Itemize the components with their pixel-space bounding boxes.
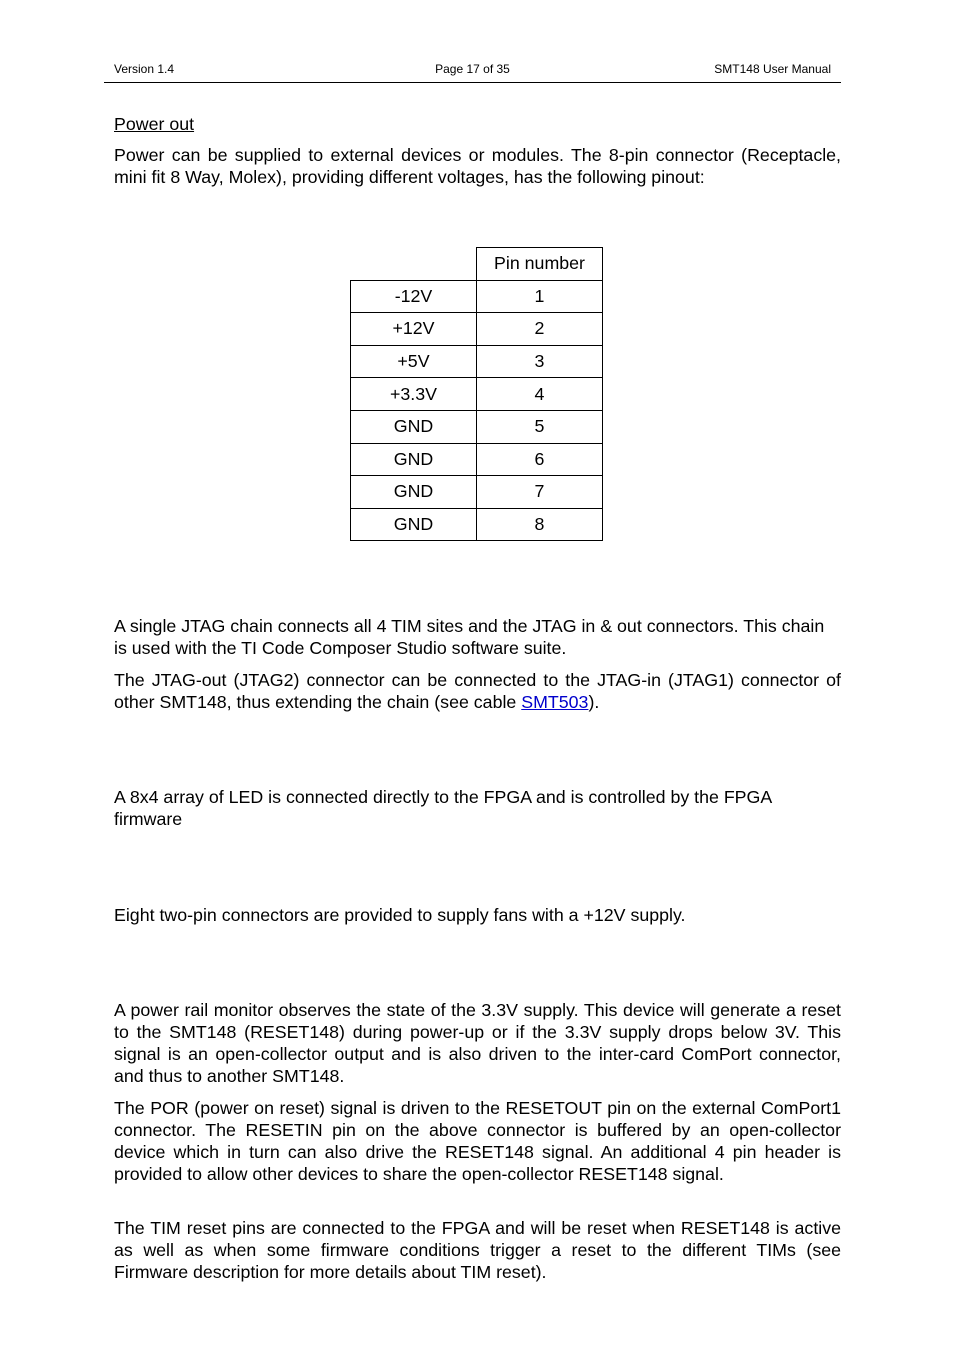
pin-cell: 5: [477, 410, 603, 443]
table-row: [351, 378, 603, 411]
voltage-cell: GND: [351, 443, 477, 476]
jtag-p2-text: The JTAG-out (JTAG2) connector can be connected to the JTAG-in (JTAG1) connector of other SMT148, thus extending the chain (see cable: [114, 670, 841, 712]
table-row: [351, 345, 603, 378]
header-version: Version 1.4: [114, 62, 175, 76]
pin-cell: 7: [477, 476, 603, 509]
table-row: [351, 313, 603, 346]
fans-paragraph: Eight two-pin connectors are provided to supply fans with a +12V supply.: [114, 905, 686, 925]
voltage-cell: GND: [351, 476, 477, 509]
table-row: [351, 476, 603, 509]
pin-number-header: Pin number: [477, 248, 603, 281]
power-out-intro: Power can be supplied to external devices or modules. The 8-pin connector (Receptacle, mini fit 8 Way, Molex), providing different voltages, has the following pinout:: [114, 145, 841, 187]
voltage-cell: +5V: [351, 345, 477, 378]
voltage-cell: GND: [351, 410, 477, 443]
power-out-heading: Power out: [114, 114, 195, 134]
table-row: [351, 508, 603, 541]
pin-cell: 2: [477, 313, 603, 346]
reset-paragraph-3: The TIM reset pins are connected to the FPGA and will be reset when RESET148 is active as well as when some firmware conditions trigger a reset to the different TIMs (see Firmware description for more details about TIM reset).: [114, 1218, 841, 1282]
pin-cell: 4: [477, 378, 603, 411]
header-manual-title: SMT148 User Manual: [714, 62, 831, 76]
voltage-cell: +12V: [351, 313, 477, 346]
header-page-number: Page 17 of 35: [435, 62, 510, 76]
pin-cell: 8: [477, 508, 603, 541]
table-corner-cell: [351, 248, 477, 281]
jtag-paragraph-1: A single JTAG chain connects all 4 TIM sites and the JTAG in & out connectors. This chain is used with the TI Code Composer Studio software suite.: [114, 616, 825, 658]
page-header: [104, 60, 841, 83]
pinout-table: [350, 247, 603, 541]
table-row: [351, 443, 603, 476]
led-paragraph: A 8x4 array of LED is connected directly to the FPGA and is controlled by the FPGA firmware: [114, 787, 772, 829]
table-row: [351, 410, 603, 443]
reset-paragraph-2: The POR (power on reset) signal is driven to the RESETOUT pin on the external ComPort1 connector. The RESETIN pin on the above connector is buffered by an open-collector device which in turn can also drive the RESET148 signal. An additional 4 pin header is provided to allow other devices to share the open-collector RESET148 signal.: [114, 1098, 841, 1184]
voltage-cell: +3.3V: [351, 378, 477, 411]
pin-cell: 6: [477, 443, 603, 476]
pin-cell: 3: [477, 345, 603, 378]
table-header-row: [351, 248, 603, 281]
smt503-link[interactable]: SMT503: [521, 692, 589, 712]
table-row: [351, 280, 603, 313]
voltage-cell: -12V: [351, 280, 477, 313]
reset-paragraph-1: A power rail monitor observes the state of the 3.3V supply. This device will generate a reset to the SMT148 (RESET148) during power-up or if the 3.3V supply drops below 3V. This signal is an open-collector output and is also driven to the inter-card ComPort connector, and thus to another SMT148.: [114, 1000, 841, 1086]
pin-cell: 1: [477, 280, 603, 313]
jtag-p2-end: ).: [588, 692, 600, 712]
voltage-cell: GND: [351, 508, 477, 541]
jtag-paragraph-2: [114, 669, 841, 713]
